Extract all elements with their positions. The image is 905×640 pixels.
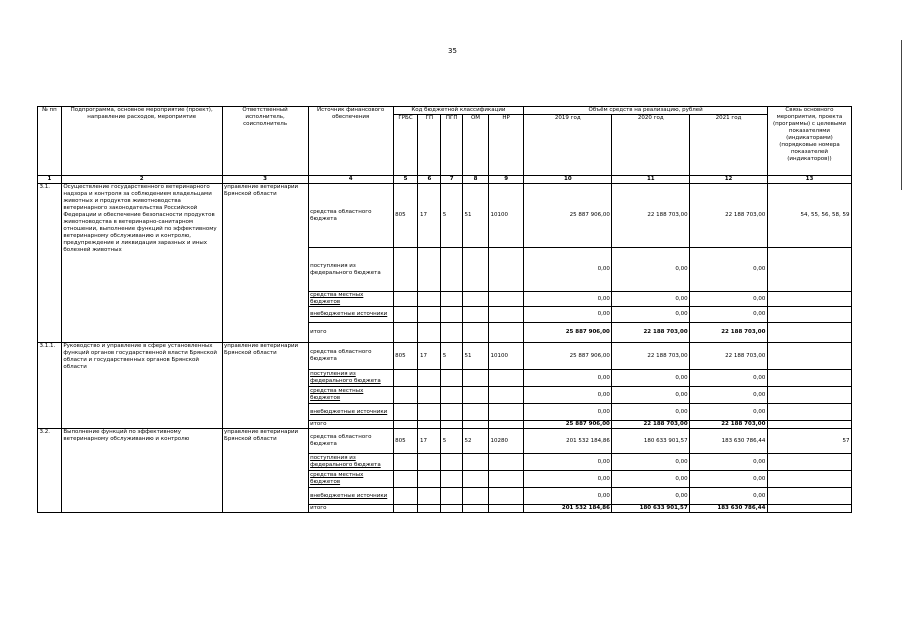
source-total: итого (308, 421, 393, 429)
amount-2020: 0,00 (612, 370, 690, 387)
source-total: итого (308, 323, 393, 343)
amount-2021: 0,00 (690, 454, 768, 471)
indicator-link (767, 343, 851, 370)
code-grbs: 805 (393, 429, 418, 454)
amount-2021: 0,00 (690, 292, 768, 307)
source-federal: поступления из федерального бюджета (308, 454, 393, 471)
source-federal: поступления из федерального бюджета (308, 370, 393, 387)
row-program-name: Выполнение функций по эффективному ветеринарному обслуживанию и контролю (61, 429, 222, 513)
code-gp: 17 (418, 343, 441, 370)
code-pgp: 5 (441, 429, 463, 454)
total-2021: 22 188 703,00 (690, 323, 768, 343)
column-number-row (38, 176, 852, 184)
source-total: итого (308, 505, 393, 513)
budget-table (37, 106, 852, 513)
code-gp: 17 (418, 184, 441, 248)
code-nr: 10280 (488, 429, 523, 454)
amount-2019: 0,00 (524, 248, 612, 292)
source-local: средства местных бюджетов (308, 292, 393, 307)
total-2020: 22 188 703,00 (612, 421, 690, 429)
col-number: 1 (38, 176, 62, 184)
amount-2019: 0,00 (524, 370, 612, 387)
scan-edge-mark (901, 40, 902, 190)
code-pgp: 5 (441, 343, 463, 370)
amount-2021: 0,00 (690, 248, 768, 292)
header-2020: 2020 год (612, 115, 690, 176)
header-nr: НР (488, 115, 523, 176)
amount-2020: 0,00 (612, 488, 690, 505)
code-om: 51 (463, 184, 489, 248)
row-executor: управление ветеринарии Брянской области (222, 343, 308, 429)
amount-2020: 22 188 703,00 (612, 343, 690, 370)
code-grbs: 805 (393, 184, 418, 248)
code-grbs: 805 (393, 343, 418, 370)
amount-2020: 180 633 901,57 (612, 429, 690, 454)
col-number: 9 (488, 176, 523, 184)
amount-2019: 0,00 (524, 307, 612, 323)
col-number: 6 (418, 176, 441, 184)
amount-2021: 183 630 786,44 (690, 429, 768, 454)
code-om: 51 (463, 343, 489, 370)
page-number: 35 (448, 47, 457, 55)
col-number: 10 (524, 176, 612, 184)
source-regional: средства областного бюджета (308, 343, 393, 370)
indicator-link: 57 (767, 429, 851, 454)
amount-2020: 0,00 (612, 454, 690, 471)
amount-2019: 0,00 (524, 454, 612, 471)
amount-2019: 0,00 (524, 387, 612, 404)
amount-2019: 25 887 906,00 (524, 343, 612, 370)
amount-2019: 0,00 (524, 488, 612, 505)
code-nr: 10100 (488, 184, 523, 248)
source-federal: поступления из федерального бюджета (308, 248, 393, 292)
header-budget-code: Код бюджетной классификации (393, 107, 524, 115)
total-2021: 22 188 703,00 (690, 421, 768, 429)
amount-2020: 22 188 703,00 (612, 184, 690, 248)
source-regional: средства областного бюджета (308, 184, 393, 248)
amount-2020: 0,00 (612, 404, 690, 421)
row-executor: управление ветеринарии Брянской области (222, 184, 308, 343)
amount-2021: 0,00 (690, 404, 768, 421)
total-2021: 183 630 786,44 (690, 505, 768, 513)
source-extrabudgetary: внебюджетные источники (308, 404, 393, 421)
amount-2019: 0,00 (524, 471, 612, 488)
total-2020: 180 633 901,57 (612, 505, 690, 513)
col-number: 11 (612, 176, 690, 184)
header-grbs: ГРБС (393, 115, 418, 176)
row-executor: управление ветеринарии Брянской области (222, 429, 308, 513)
row-program-name: Руководство и управление в сфере установленных функций органов государственной власти Брянской области и государственных органов Брянской области (61, 343, 222, 429)
col-number: 3 (222, 176, 308, 184)
row-program-name: Осуществление государственного ветеринарного надзора и контроля за соблюдением владельцами животных и продуктов животноводства ветеринарного законодательства Российской Федерации и обеспечение безопасности продуктов животноводства в ветеринарно-санитарном отношении, выполнение функций по эффективному ветеринарному обслуживанию и контролю, предупреждение и ликвидация заразных и иных болезней животных (61, 184, 222, 343)
total-2020: 22 188 703,00 (612, 323, 690, 343)
header-link: Связь основного мероприятия, проекта (программы) с целевыми показателями (индикаторами) (порядковые номера показателей (индикаторов)) (767, 107, 851, 176)
source-regional: средства областного бюджета (308, 429, 393, 454)
header-om: ОМ (463, 115, 489, 176)
amount-2021: 0,00 (690, 370, 768, 387)
header-pgp: ПГП (441, 115, 463, 176)
amount-2021: 22 188 703,00 (690, 184, 768, 248)
col-number: 4 (308, 176, 393, 184)
header-program: Подпрограмма, основное мероприятие (проект), направление расходов, мероприятие (61, 107, 222, 176)
amount-2020: 0,00 (612, 471, 690, 488)
row-number: 3.1. (38, 184, 62, 343)
col-number: 5 (393, 176, 418, 184)
header-source: Источник финансового обеспечения (308, 107, 393, 176)
code-om: 52 (463, 429, 489, 454)
total-2019: 25 887 906,00 (524, 323, 612, 343)
amount-2020: 0,00 (612, 307, 690, 323)
col-number: 7 (441, 176, 463, 184)
code-nr: 10100 (488, 343, 523, 370)
row-number: 3.1.1. (38, 343, 62, 429)
header-2019: 2019 год (524, 115, 612, 176)
col-number: 8 (463, 176, 489, 184)
amount-2021: 0,00 (690, 471, 768, 488)
header-row-1 (38, 107, 852, 115)
header-executor: Ответственный исполнитель, соисполнитель (222, 107, 308, 176)
header-gp: ГП (418, 115, 441, 176)
amount-2020: 0,00 (612, 248, 690, 292)
table-row (38, 429, 852, 454)
code-gp: 17 (418, 429, 441, 454)
header-2021: 2021 год (690, 115, 768, 176)
row-number: 3.2. (38, 429, 62, 513)
table-row (38, 184, 852, 248)
amount-2021: 0,00 (690, 387, 768, 404)
amount-2019: 0,00 (524, 292, 612, 307)
amount-2020: 0,00 (612, 292, 690, 307)
header-volume: Объём средств на реализацию, рублей (524, 107, 768, 115)
amount-2019: 201 532 184,86 (524, 429, 612, 454)
col-number: 12 (690, 176, 768, 184)
amount-2020: 0,00 (612, 387, 690, 404)
total-2019: 25 887 906,00 (524, 421, 612, 429)
total-2019: 201 532 184,86 (524, 505, 612, 513)
header-num: № пп (38, 107, 62, 176)
source-local: средства местных бюджетов (308, 387, 393, 404)
amount-2019: 25 887 906,00 (524, 184, 612, 248)
amount-2021: 0,00 (690, 307, 768, 323)
amount-2019: 0,00 (524, 404, 612, 421)
code-pgp: 5 (441, 184, 463, 248)
col-number: 2 (61, 176, 222, 184)
source-local: средства местных бюджетов (308, 471, 393, 488)
table-row (38, 343, 852, 370)
amount-2021: 22 188 703,00 (690, 343, 768, 370)
source-extrabudgetary: внебюджетные источники (308, 488, 393, 505)
col-number: 13 (767, 176, 851, 184)
source-extrabudgetary: внебюджетные источники (308, 307, 393, 323)
amount-2021: 0,00 (690, 488, 768, 505)
indicator-link: 54, 55, 56, 58, 59 (767, 184, 851, 248)
